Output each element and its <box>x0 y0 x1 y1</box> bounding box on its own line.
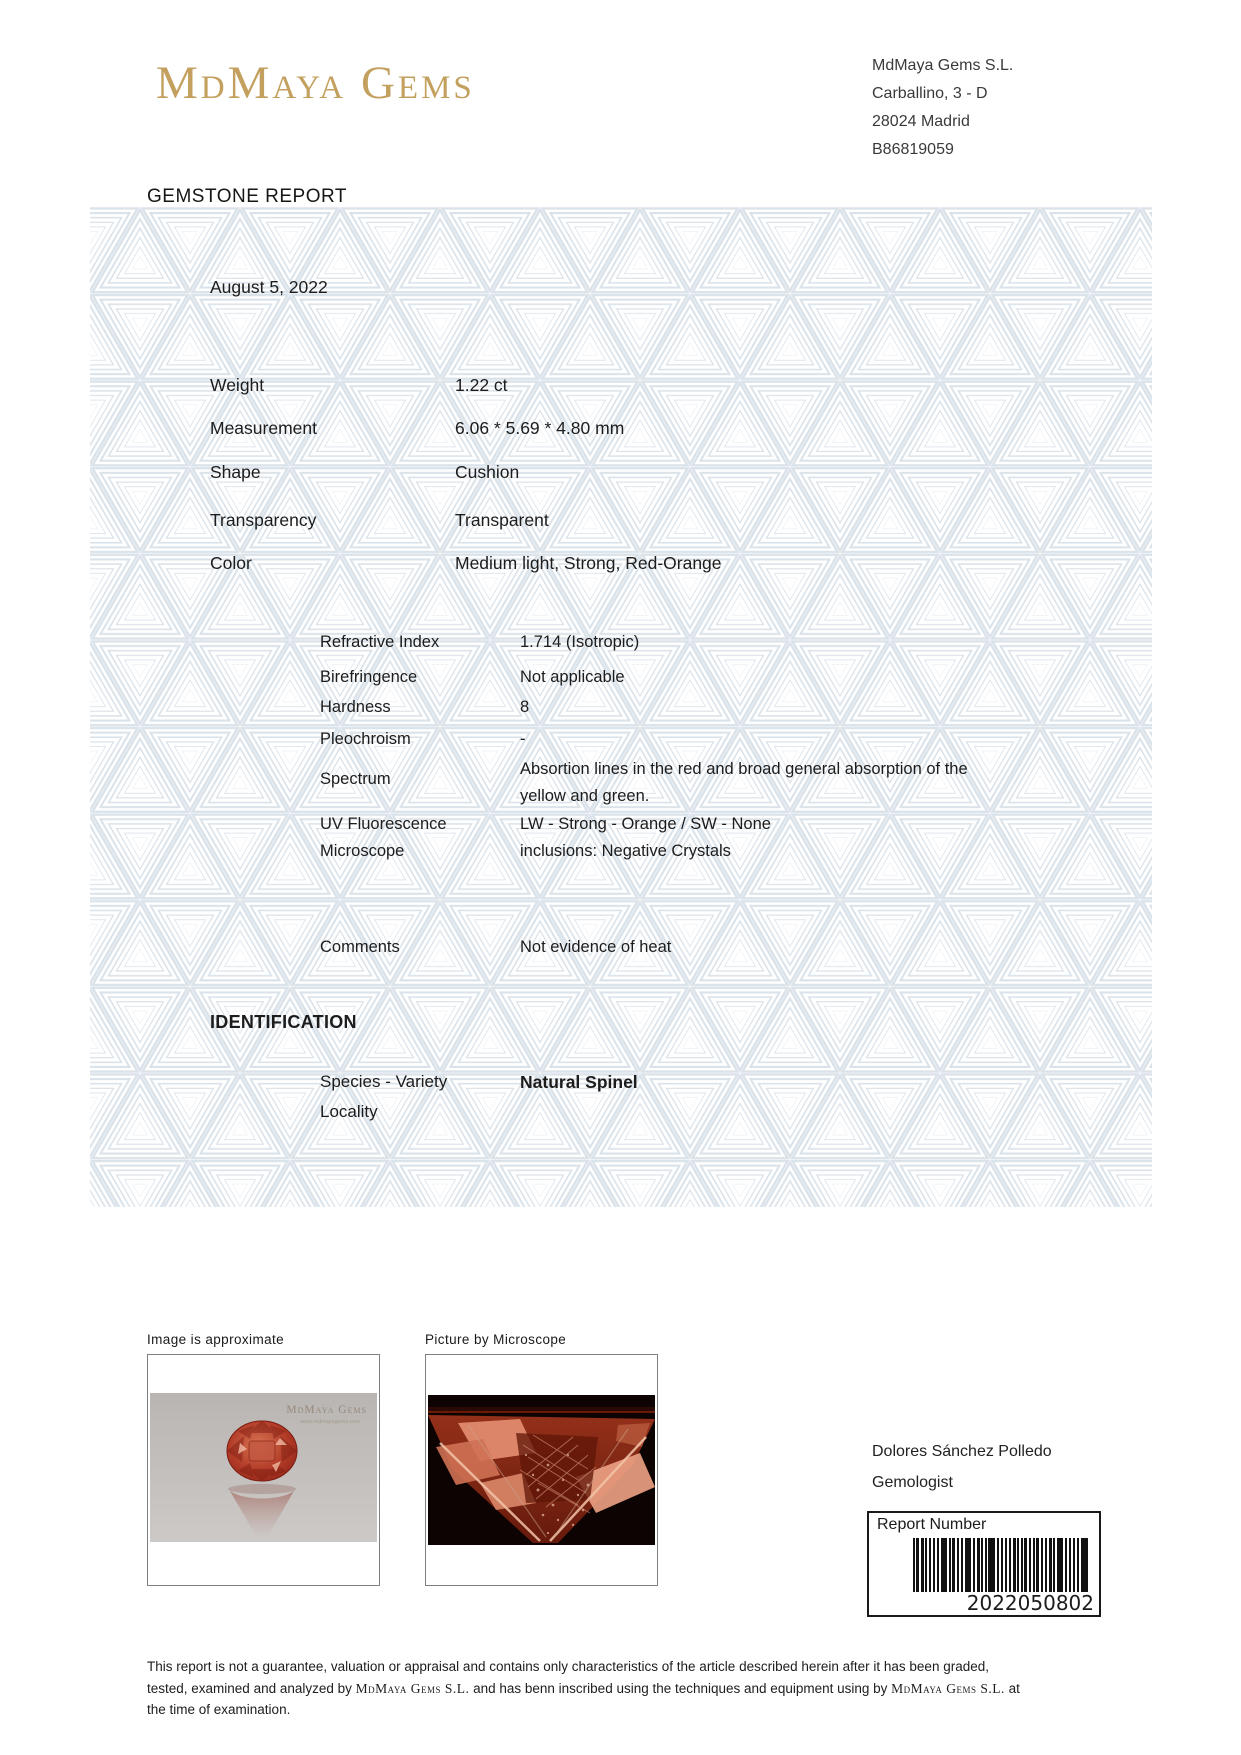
approximate-image-frame <box>147 1354 380 1586</box>
brand-name-inline: MdMaya Gems S.L. <box>891 1680 1005 1696</box>
comments-label: Comments <box>320 938 400 956</box>
property-label: Spectrum <box>320 770 391 788</box>
field-value: 6.06 * 5.69 * 4.80 mm <box>455 418 625 438</box>
report-date: August 5, 2022 <box>210 277 328 297</box>
field-label: Color <box>210 553 252 573</box>
page-title: GEMSTONE REPORT <box>147 186 347 207</box>
field-value: 1.22 ct <box>455 375 508 395</box>
field-value: Medium light, Strong, Red-Orange <box>455 553 722 573</box>
property-value: 1.714 (Isotropic) <box>520 633 640 651</box>
field-label: Weight <box>210 375 265 395</box>
company-name: MdMaya Gems S.L. <box>872 57 1014 74</box>
disclaimer-line-1: This report is not a guarantee, valuation or appraisal and contains only characteristics of the article described herein after it has been graded, <box>147 1659 989 1674</box>
photo-watermark-brand: MdMaya Gems <box>286 1404 367 1416</box>
property-value: - <box>520 730 526 748</box>
gem-photo-graphic <box>150 1393 377 1542</box>
disclaimer <box>147 1656 1157 1721</box>
gemologist-name: Dolores Sánchez Polledo <box>872 1443 1052 1460</box>
field-value: Cushion <box>455 462 520 482</box>
property-value: LW - Strong - Orange / SW - None <box>520 815 771 833</box>
brand-logo: MdMaya Gems <box>156 57 475 109</box>
property-value: Not applicable <box>520 668 625 686</box>
property-label: UV Fluorescence <box>320 815 447 833</box>
property-label: Pleochroism <box>320 730 411 748</box>
report-fields <box>90 207 1152 1207</box>
company-info <box>872 52 1013 164</box>
microscope-image-frame <box>425 1354 658 1586</box>
gemologist-title: Gemologist <box>872 1474 953 1491</box>
property-label: Hardness <box>320 698 391 716</box>
report-number-box <box>867 1511 1101 1617</box>
company-city: 28024 Madrid <box>872 113 970 130</box>
field-label: Shape <box>210 462 261 482</box>
property-label: Birefringence <box>320 668 418 686</box>
gem-photo <box>150 1393 377 1542</box>
microscope-photo <box>428 1395 655 1545</box>
comments-value: Not evidence of heat <box>520 938 672 956</box>
barcode <box>913 1538 1089 1592</box>
property-label: Microscope <box>320 842 405 860</box>
identification-heading: IDENTIFICATION <box>210 1012 357 1032</box>
disclaimer-line-3: the time of examination. <box>147 1702 291 1717</box>
field-label: Measurement <box>210 418 317 438</box>
disclaimer-text: at <box>1004 1680 1020 1696</box>
brand-name-inline: MdMaya Gems S.L. <box>355 1680 470 1696</box>
disclaimer-text: tested, examined and analyzed by <box>147 1680 356 1696</box>
property-value: 8 <box>520 698 530 716</box>
species-value: Natural Spinel <box>520 1072 638 1092</box>
report-number-label: Report Number <box>877 1516 987 1533</box>
report-body <box>90 207 1152 1207</box>
microscope-image-caption: Picture by Microscope <box>425 1332 567 1347</box>
signature-block <box>872 1436 1052 1498</box>
property-value: Absortion lines in the red and broad general absorption of the yellow and green. <box>520 760 968 805</box>
approximate-image-caption: Image is approximate <box>147 1332 285 1347</box>
locality-label: Locality <box>320 1102 378 1121</box>
report-number-value: 2022050802 <box>966 1591 1094 1615</box>
disclaimer-text: and has benn inscribed using the techniques and equipment using by <box>469 1680 892 1696</box>
property-value: inclusions: Negative Crystals <box>520 842 731 860</box>
property-label: Refractive Index <box>320 633 440 651</box>
photo-watermark-url: www.mdmayagems.com <box>300 1419 360 1425</box>
field-label: Transparency <box>210 510 317 530</box>
disclaimer-line-2 <box>147 1678 1157 1700</box>
species-label: Species - Variety <box>320 1072 448 1091</box>
field-value: Transparent <box>455 510 549 530</box>
microscope-photo-graphic <box>428 1395 655 1545</box>
company-address: Carballino, 3 - D <box>872 85 988 102</box>
company-tax-id: B86819059 <box>872 141 954 158</box>
